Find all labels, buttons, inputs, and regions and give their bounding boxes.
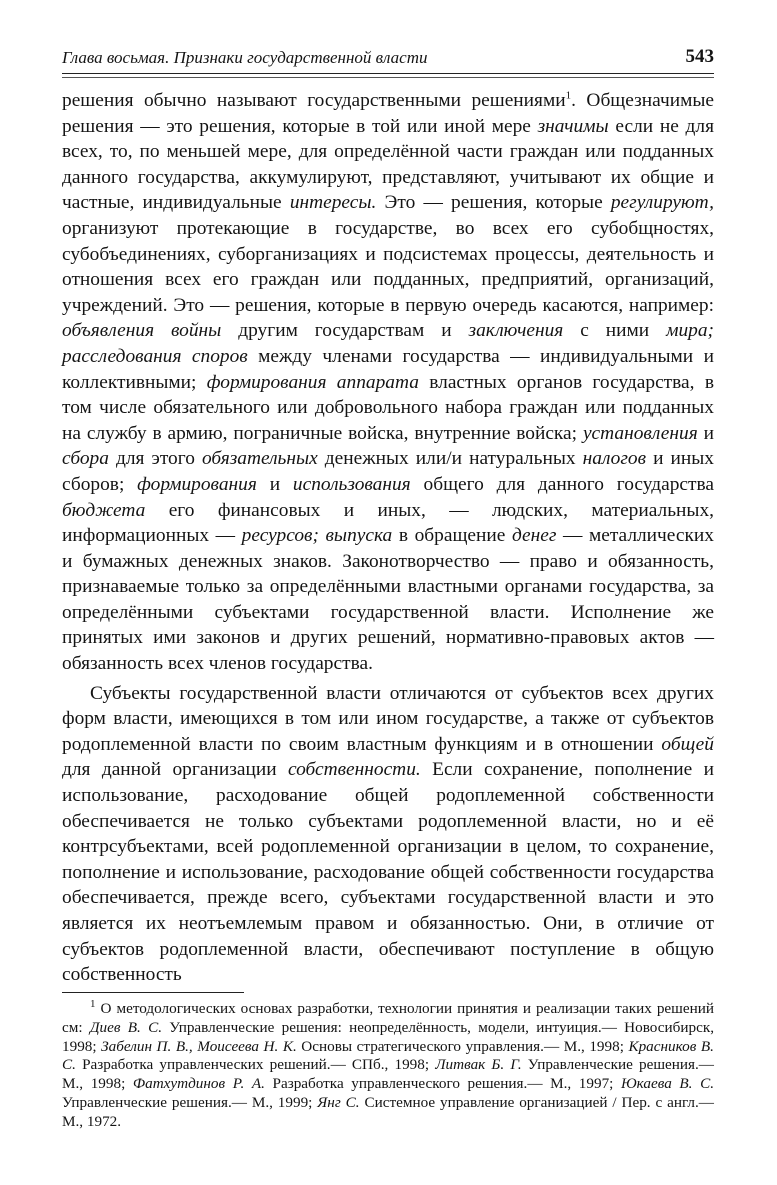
emphasis-text: мира; <box>666 320 714 342</box>
text-run: общего для данного государства <box>410 473 714 495</box>
paragraph <box>62 681 714 988</box>
text-run: Разработка управленческих решений.— СПб., 1998; <box>75 1056 436 1074</box>
text-run: с ними <box>563 320 667 342</box>
emphasis-text: общей <box>661 733 714 755</box>
text-run: Управленческие решения.— М., 1999; <box>62 1093 318 1111</box>
text-run: организуют протекающие в государстве, во всех его субобщностях, субобъединениях, суборганизациях и подсистемах процессы, деятельность и отношения всех его граждан или подданных, предприятий, организаций, учреждений. Это — решения, которые в первую очередь касаются, например: <box>62 217 714 316</box>
emphasis-text: формирования <box>137 473 257 495</box>
text-run: . Общезначимые решения — это решения, которые в той или иной мере <box>62 90 714 137</box>
emphasis-text: расследования споров <box>62 345 248 367</box>
emphasis-text: ресурсов; <box>241 525 319 547</box>
emphasis-text: заключения <box>468 320 564 342</box>
text-run: Основы стратегического управления.— М., 1998; <box>296 1037 629 1055</box>
text-run: и иных сборов; <box>62 448 714 495</box>
paragraph <box>62 88 714 677</box>
text-run: — металлических и бумажных денежных знаков. Законотворчество — право и обязанность, признаваемые только за определёнными властными органами государства, за определёнными субъектами государственной власти. Исполнение же принятых ими законов и других решений, нормативно-правовых актов — обязанность всех членов государства. <box>62 525 714 675</box>
text-run: решения обычно называют государственными решениями <box>62 90 566 111</box>
footnote-marker: 1 <box>565 89 572 102</box>
emphasis-text: значимы <box>537 115 609 137</box>
text-run: для этого <box>108 448 202 470</box>
emphasis-text: денег <box>511 525 557 547</box>
text-run: Если сохранение, пополнение и использование, расходование общей родоплеменной собственности обеспечивается не только субъектами родоплеменной власти, но и её контрсубъектами, всей родоплеменной организации в целом, то сохранение, пополнение и использование, расходование общей собственности государства обеспечивается, прежде всего, субъектами государственной власти и это является их неотъемлемым правом и обязанностью. Они, в отличие от субъектов родоплеменной власти, обеспечивают поступление в общую собственность <box>62 759 714 986</box>
emphasis-text: Красников В. С. <box>62 1037 714 1074</box>
text-run: в обращение <box>392 525 512 547</box>
text-run: О методологических основах разработки, технологии принятия и реализации таких решений см: <box>62 1000 714 1036</box>
footnote-marker: 1 <box>90 997 96 1010</box>
emphasis-text: бюджета <box>62 499 146 521</box>
running-title: Глава восьмая. Признаки государственной власти <box>62 48 428 67</box>
main-text <box>62 88 714 988</box>
header-rule-secondary <box>62 77 714 78</box>
emphasis-text: объявления войны <box>62 320 222 342</box>
page-header <box>62 46 714 70</box>
emphasis-text: Янг С. <box>317 1093 360 1111</box>
text-run: денежных или/и натуральных <box>317 448 583 470</box>
emphasis-text: регулируют, <box>610 192 715 214</box>
footnote <box>62 997 715 1132</box>
text-run: и <box>256 473 293 495</box>
text-run: Управленческие решения.— М., 1998; <box>62 1056 714 1093</box>
text-run: Это — решения, которые <box>376 192 611 214</box>
emphasis-text: налогов <box>582 448 647 470</box>
emphasis-text: собственности. <box>287 759 421 781</box>
text-run: между членами государства — индивидуальными и коллективными; <box>62 345 714 393</box>
text-run: и <box>697 422 714 444</box>
emphasis-text: использования <box>292 473 411 495</box>
emphasis-text: установления <box>582 422 698 444</box>
emphasis-text: формирования аппарата <box>206 371 419 393</box>
text-run: Субъекты государственной власти отличаются от субъектов всех других форм власти, имеющихся в том или ином государстве, а также от субъектов родоплеменной власти по своим властным функциям и в отношении <box>62 682 714 755</box>
text-run: властных органов государства, в том числе обязательного или добровольного набора граждан или подданных на службу в армию, пограничные войска, внутренние войска; <box>62 371 714 444</box>
emphasis-text: обязательных <box>201 448 318 470</box>
emphasis-text: Диев В. С. <box>89 1018 163 1036</box>
text-run <box>319 525 326 546</box>
emphasis-text: выпуска <box>325 525 393 547</box>
text-run: если не для всех, то, по меньшей мере, для определённой части граждан или подданных данного государства, аккумулируют, представляют, учитывают их общие и частные, индивидуальные <box>62 115 714 214</box>
text-run: для данной организации <box>62 759 288 781</box>
text-run: другим государствам и <box>221 320 469 342</box>
emphasis-text: Юкаева В. С. <box>620 1075 714 1093</box>
emphasis-text: Фатхутдинов Р. А. <box>132 1075 265 1093</box>
text-run: его финансовых и иных, — людских, материальных, информационных — <box>62 499 714 547</box>
emphasis-text: Забелин П. В., Моисеева Н. К. <box>101 1037 297 1055</box>
text-run: Управленческие решения: неопределённость, модели, интуиция.— Новосибирск, 1998; <box>62 1018 715 1055</box>
text-run: Разработка управленческого решения.— М., 1997; <box>264 1075 621 1093</box>
emphasis-text: сбора <box>62 448 109 470</box>
footnote-rule <box>62 992 244 993</box>
header-rule <box>62 73 714 74</box>
emphasis-text: Литвак Б. Г. <box>435 1056 522 1074</box>
text-run: Системное управление организацией / Пер. с англ.— М., 1972. <box>62 1093 714 1130</box>
page-number: 543 <box>685 46 714 67</box>
emphasis-text: интересы. <box>289 192 377 214</box>
